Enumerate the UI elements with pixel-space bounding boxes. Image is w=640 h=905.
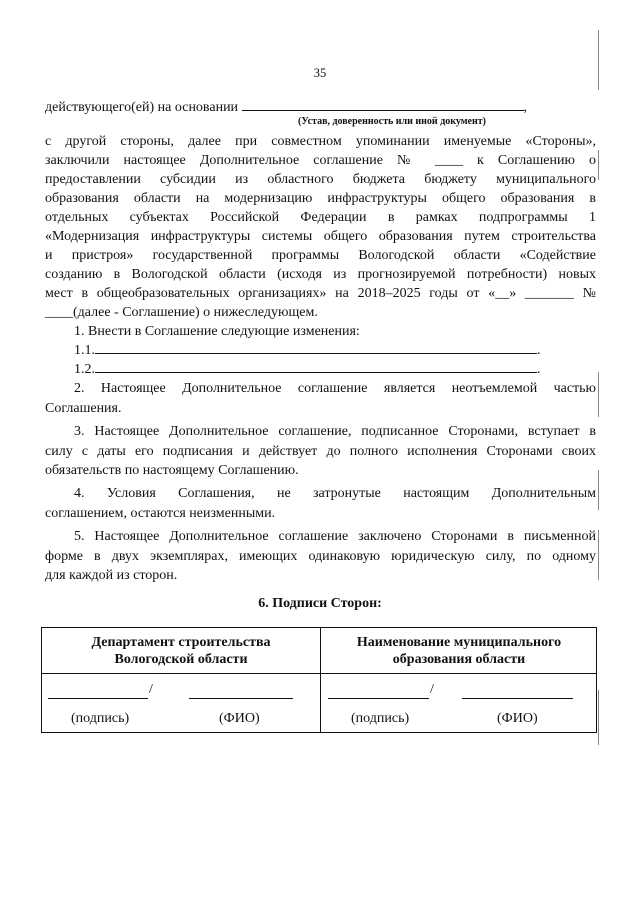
item-5-line-1: 5. Настоящее Дополнительное соглашение заключено Сторонами в письменной <box>74 529 596 544</box>
item-3-line-2: силу с даты его подписания и действует до полного исполнения Сторонами своих <box>45 444 596 459</box>
scan-edge-mark <box>598 372 599 417</box>
item-4-line-1: 4. Условия Соглашения, не затронутые настоящим Дополнительным <box>74 486 596 501</box>
basis-line <box>45 99 527 116</box>
left-signature-label: (подпись) <box>71 711 130 726</box>
item-2-line-2: Соглашения. <box>45 401 122 416</box>
intro-line-10: ____(далее - Соглашение) о нижеследующем. <box>45 305 318 320</box>
basis-caption: (Устав, доверенность или иной документ) <box>298 116 486 127</box>
item-1-1-label: 1.1. <box>74 343 95 358</box>
basis-blank <box>242 110 524 111</box>
item-1-1-dot: . <box>537 343 541 358</box>
item-1: 1. Внести в Соглашение следующие изменения: <box>74 324 360 339</box>
item-4-line-2: соглашением, остаются неизменными. <box>45 506 276 521</box>
signature-left-header <box>42 634 320 668</box>
item-5-line-3: для каждой из сторон. <box>45 568 178 583</box>
item-1-2 <box>74 361 541 378</box>
basis-label: действующего(ей) на основании <box>45 100 239 115</box>
right-signature-blank <box>328 698 429 699</box>
signature-right-header <box>320 634 598 668</box>
item-1-2-blank <box>95 372 537 373</box>
right-name-label: (ФИО) <box>497 711 538 726</box>
basis-comma: , <box>523 100 528 115</box>
intro-line-6: «Модернизация инфраструктуры системы общего образования путем строительства <box>45 229 596 244</box>
intro-line-9: мест в общеобразовательных организациях» на 2018–2025 годы от «__» _______ № <box>45 286 596 301</box>
signature-right-header-line-2: образования области <box>392 652 526 667</box>
signature-right-header-line-1: Наименование муниципального <box>356 635 562 650</box>
scan-edge-mark <box>598 470 599 510</box>
right-slash: / <box>430 682 434 697</box>
intro-line-4: образования области на модернизацию инфраструктуры общего образования в <box>45 191 596 206</box>
left-name-blank <box>189 698 293 699</box>
item-1-2-label: 1.2. <box>74 362 95 377</box>
left-signature-blank <box>48 698 148 699</box>
section-title: 6. Подписи Сторон: <box>258 596 382 611</box>
item-3-line-3: обязательств по настоящему Соглашению. <box>45 463 299 478</box>
item-3-line-1: 3. Настоящее Дополнительное соглашение, подписанное Сторонами, вступает в <box>74 424 596 439</box>
signature-table-header-line <box>42 673 596 674</box>
left-name-label: (ФИО) <box>219 711 260 726</box>
scan-edge-mark <box>598 150 599 180</box>
right-signature-label: (подпись) <box>351 711 410 726</box>
intro-line-2: заключили настоящее Дополнительное соглашение № ____ к Соглашению о <box>45 153 596 168</box>
item-2-line-1: 2. Настоящее Дополнительное соглашение является неотъемлемой частью <box>74 381 596 396</box>
signature-left-header-line-1: Департамент строительства <box>91 635 271 650</box>
right-name-blank <box>462 698 573 699</box>
item-5-line-2: форме в двух экземплярах, имеющих одинаковую юридическую силу, по одному <box>45 549 596 564</box>
intro-line-8: созданию в Вологодской области (исходя из прогнозируемой потребности) новых <box>45 267 596 282</box>
scan-edge-mark <box>598 30 599 90</box>
intro-line-1: с другой стороны, далее при совместном упоминании именуемые «Стороны», <box>45 134 596 149</box>
scan-edge-mark <box>598 530 599 580</box>
left-slash: / <box>149 682 153 697</box>
scan-edge-mark <box>598 690 599 745</box>
intro-line-5: отдельных субъектах Российской Федерации в рамках подпрограммы 1 <box>45 210 596 225</box>
intro-line-7: и пристроя» государственной программы Вологодской области «Содействие <box>45 248 596 263</box>
page-number: 35 <box>313 66 327 80</box>
item-1-2-dot: . <box>537 362 541 377</box>
item-1-1 <box>74 342 541 359</box>
signature-left-header-line-2: Вологодской области <box>114 652 248 667</box>
intro-line-3: предоставлении субсидии из областного бюджета бюджету муниципального <box>45 172 596 187</box>
item-1-1-blank <box>95 353 537 354</box>
